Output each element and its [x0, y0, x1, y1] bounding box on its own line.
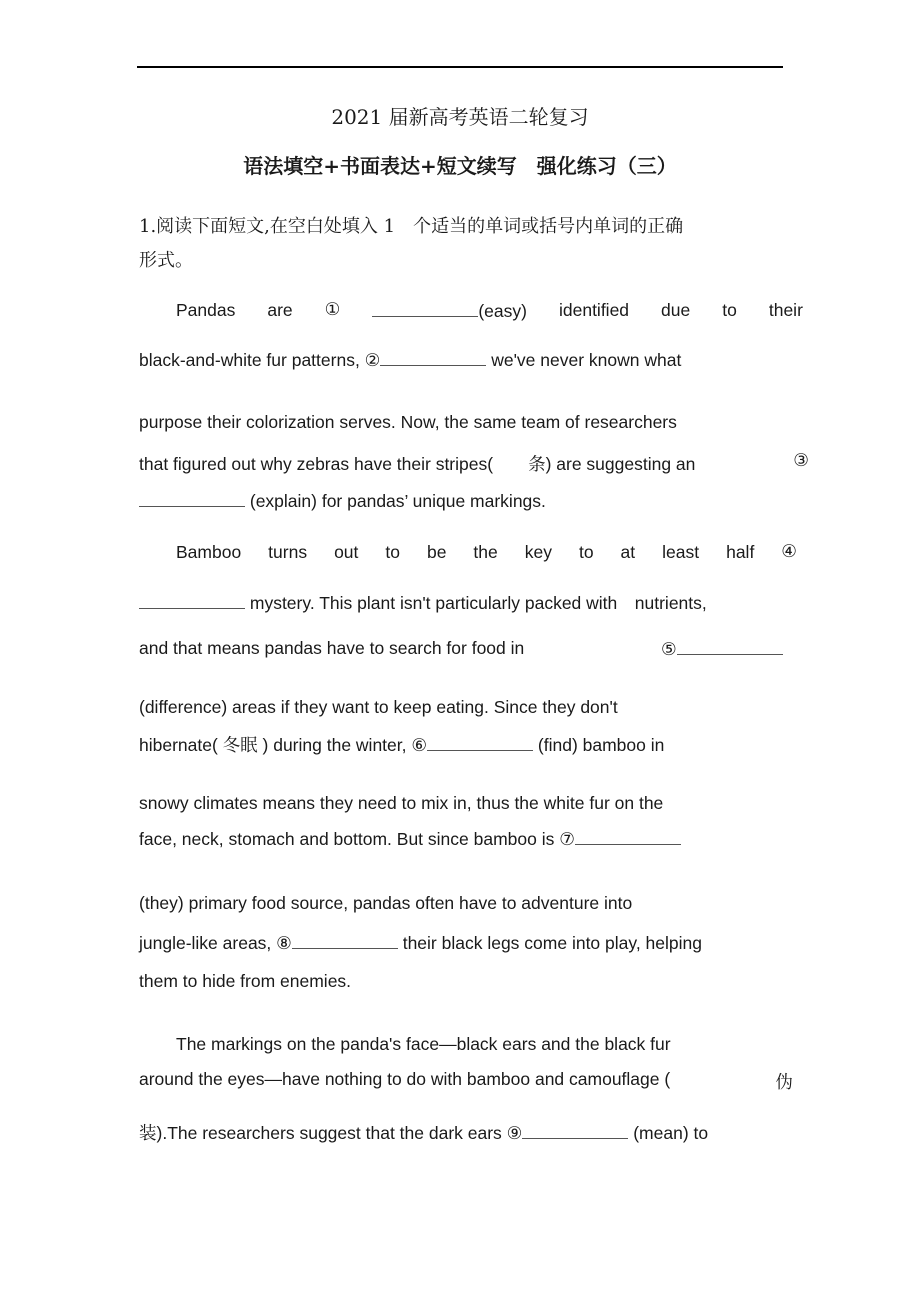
text-line: hibernate( 冬眠 ) during the winter, ⑥ (find) bamboo in: [139, 735, 665, 755]
text-line: jungle-like areas, ⑧ their black legs come into play, helping: [139, 933, 702, 953]
top-rule: [137, 66, 783, 68]
text-line: Pandas are ① (easy) identified due to their: [176, 300, 803, 321]
text-line: that figured out why zebras have their stripes( 条) are suggesting an ③: [139, 451, 809, 474]
text-line: black-and-white fur patterns, ② we've never known what: [139, 350, 682, 370]
text-line: (they) primary food source, pandas often have to adventure into: [139, 893, 633, 913]
answer-blank-1[interactable]: [372, 300, 478, 317]
text-line: and that means pandas have to search for food in ⑤: [139, 638, 799, 659]
page-title: 2021 届新高考英语二轮复习: [331, 105, 589, 129]
text-line: purpose their colorization serves. Now, the same team of researchers: [139, 412, 677, 432]
answer-blank-8[interactable]: [292, 932, 398, 949]
text-line: 装).The researchers suggest that the dark ears ⑨ (mean) to: [139, 1123, 709, 1143]
text-line: mystery. This plant isn't particularly packed with nutrients,: [139, 590, 799, 615]
instruction-line: 1.阅读下面短文,在空白处填入 1 个适当的单词或括号内单词的正确: [139, 216, 684, 237]
answer-blank-2[interactable]: [380, 349, 486, 366]
instruction-line: 形式。: [139, 250, 193, 271]
answer-blank-5[interactable]: [677, 638, 783, 655]
text-line: Bamboo turns out to be the key to at least half ④: [176, 542, 797, 562]
text-line: them to hide from enemies.: [139, 971, 352, 991]
text-line: face, neck, stomach and bottom. But since bamboo is ⑦: [139, 828, 799, 850]
text-line: snowy climates means they need to mix in, thus the white fur on the: [139, 793, 664, 813]
answer-blank-7[interactable]: [575, 828, 681, 845]
answer-blank-4[interactable]: [139, 592, 245, 609]
text-line: (difference) areas if they want to keep eating. Since they don't: [139, 697, 618, 717]
answer-blank-6[interactable]: [427, 734, 533, 751]
text-line: (explain) for pandas’ unique markings.: [139, 490, 799, 512]
text-line: around the eyes—have nothing to do with bamboo and camouflage ( 伪: [139, 1069, 793, 1093]
page-subtitle: 语法填空+书面表达+短文续写 强化练习（三）: [243, 154, 677, 178]
answer-blank-9[interactable]: [522, 1122, 628, 1139]
text-line: The markings on the panda's face—black ears and the black fur: [176, 1034, 671, 1054]
answer-blank-3[interactable]: [139, 490, 245, 507]
